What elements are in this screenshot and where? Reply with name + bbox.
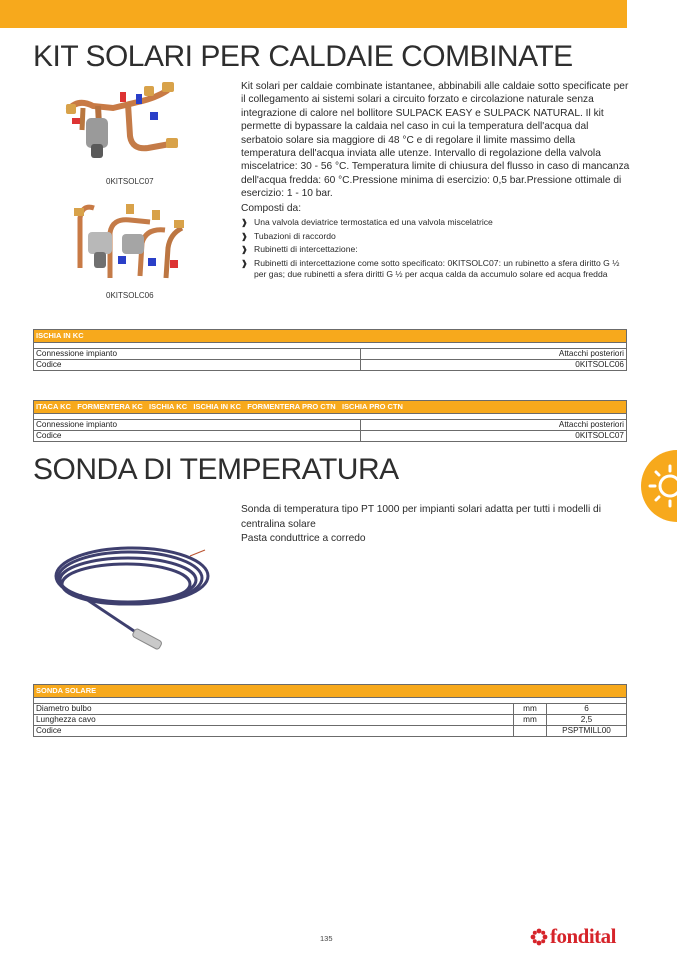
bullet-icon: ❱: [241, 231, 248, 241]
top-accent-bar: [0, 0, 627, 28]
kit-description: [241, 80, 631, 215]
table-row: Codice 0KITSOLC07: [34, 431, 627, 442]
spec-table-multi-model: [33, 400, 627, 442]
table-row: Lunghezza cavo mm 2,5: [34, 715, 627, 726]
list-item: ❱ Tubazioni di raccordo: [241, 230, 336, 241]
spec-table-ischia-in-kc: [33, 329, 627, 371]
table-header: SONDA SOLARE: [34, 685, 627, 698]
logo-flower-icon: [530, 928, 548, 946]
table-row: Connessione impianto Attacchi posteriori: [34, 349, 627, 360]
section-title-sonda: SONDA DI TEMPERATURA: [33, 453, 399, 486]
list-item: ❱ Rubinetti di intercettazione come sotto specificato: 0KITSOLC07: un rubinetto a sfera diritto G ½ per gas; due rubinetti a sfera diritti G ½ per acqua calda da accumulo solare ed acqua fredda: [241, 257, 620, 279]
temperature-probe-image: [40, 540, 210, 665]
components-list: [241, 217, 631, 282]
components-heading: Composti da:: [241, 202, 302, 214]
bullet-icon: ❱: [241, 218, 248, 227]
table-header: ITACA KC FORMENTERA KC ISCHIA KC ISCHIA IN KC FORMENTERA PRO CTN ISCHIA PRO CTN: [34, 401, 627, 414]
table-row: Codice PSPTMILL00: [34, 726, 627, 737]
kit-solc07-image: [58, 78, 183, 170]
list-item: ❱ Una valvola deviatrice termostatica ed una valvola miscelatrice: [241, 217, 493, 227]
table-row: Diametro bulbo mm 6: [34, 704, 627, 715]
sun-icon: [640, 450, 677, 522]
table-header: ISCHIA IN KC: [34, 330, 627, 343]
bullet-icon: ❱: [241, 258, 248, 268]
kit-description-text: Kit solari per caldaie combinate istantanee, abbinabili alle caldaie sotto specificate per il collegamento ai sistemi solari a circuito forzato e circolazione naturale senza integrazione di calore nel bollitore SULPACK EASY e SULPACK NATURAL. Il kit permette di bypassare la caldaia nel caso in cui la temperatura dell'acqua dal serbatoio solare sia maggiore di 48 °C e di regolare il limite massimo della temperatura dell'acqua inviata alle utenze. Intervallo di regolazione della valvola miscelatrice: 30 - 56 °C. Temperatura limite di chiusura del flusso in caso di mancanza dell'acqua fredda: 60 °C.Pressione minima di esercizio: 0,5 bar.Pressione ottimale di esercizio: 1 - 10 bar.: [241, 81, 630, 200]
spec-table-sonda-solare: [33, 684, 627, 737]
sonda-description: Sonda di temperatura tipo PT 1000 per impianti solari adatta per tutti i modelli di centralina solare Pasta conduttrice a corredo: [241, 504, 601, 544]
fondital-logo: [530, 924, 616, 949]
logo-text: fondital: [550, 924, 617, 948]
kit-solc06-image: [70, 198, 188, 284]
kit-solc06-caption: 0KITSOLC06: [106, 291, 154, 300]
kit-solc07-caption: 0KITSOLC07: [106, 177, 154, 186]
page-number: 135: [320, 934, 333, 943]
table-row: Codice 0KITSOLC06: [34, 360, 627, 371]
bullet-icon: ❱: [241, 245, 248, 254]
table-row: Connessione impianto Attacchi posteriori: [34, 420, 627, 431]
section-title-kit-solari: KIT SOLARI PER CALDAIE COMBINATE: [33, 40, 573, 73]
list-item: ❱ Rubinetti di intercettazione:: [241, 244, 358, 254]
